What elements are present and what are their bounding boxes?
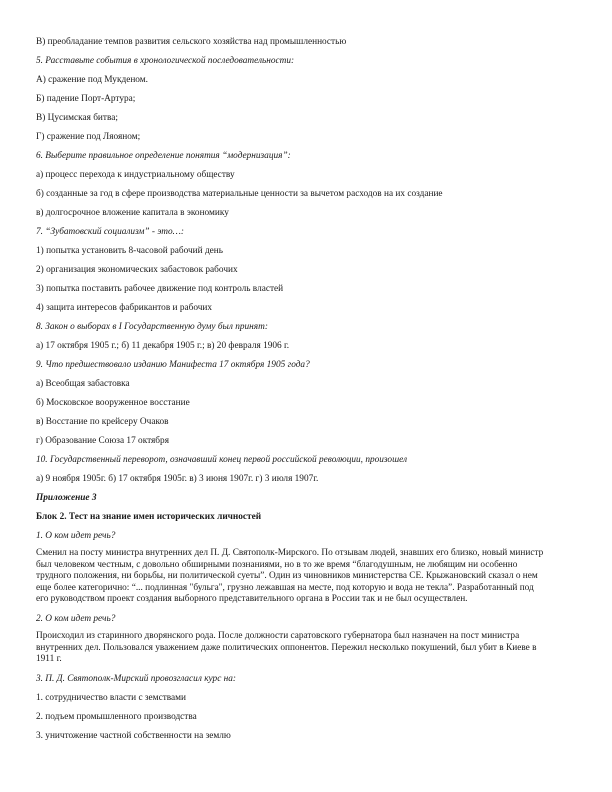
block2-question-1: 1. О ком идет речь? xyxy=(36,531,116,541)
answer-option: 2) организация экономических забастовок рабочих xyxy=(36,265,238,275)
answer-option: А) сражение под Мукденом. xyxy=(36,75,148,85)
description-paragraph-2 xyxy=(36,631,584,666)
block-heading: Блок 2. Тест на знание имен исторических личностей xyxy=(36,512,262,522)
paragraph-line: Происходил из старинного дворянского рода. После должности саратовского губернатора был назначен на пост министра xyxy=(36,631,520,641)
answer-option: а) 9 ноября 1905г. б) 17 октября 1905г. в) 3 июня 1907г. г) 3 июля 1907г. xyxy=(36,474,319,484)
answer-option: в) Восстание по крейсеру Очаков xyxy=(36,417,169,427)
paragraph-line: внутренних дел. Пользовался уважением даже политических оппонентов. Пережил несколько покушений, был убит в Киеве в xyxy=(36,642,537,653)
answer-option: б) Московское вооруженное восстание xyxy=(36,398,190,408)
answer-option: 1) попытка установить 8-часовой рабочий день xyxy=(36,246,224,256)
answer-option: а) процесс перехода к индустриальному обществу xyxy=(36,170,235,180)
answer-option: а) Всеобщая забастовка xyxy=(36,379,130,389)
question-9: 9. Что предшествовало изданию Манифеста 17 октября 1905 года? xyxy=(36,360,310,370)
answer-option: Б) падение Порт-Артура; xyxy=(36,94,136,104)
answer-option: 3. уничтожение частной собственности на землю xyxy=(36,731,231,741)
answer-option: В) Цусимская битва; xyxy=(36,113,118,123)
question-7: 7. “Зубатовский социализм” - это…: xyxy=(36,227,185,237)
paragraph-line: трудного положения, ни борьбы, ни политической суеты”. Один из чиновников министерства СЕ. Крыжановский сказал о нем xyxy=(36,571,538,581)
question-6: 6. Выберите правильное определение понятия “модернизация”: xyxy=(36,151,291,161)
answer-option: а) 17 октября 1905 г.; б) 11 декабря 1905 г.; в) 20 февраля 1906 г. xyxy=(36,341,290,351)
paragraph-line: был человеком честным, с довольно обширными познаниями, но в то же время “благодушным, не любящим ни особенно xyxy=(36,559,518,570)
answer-option: Г) сражение под Ляояном; xyxy=(36,132,141,142)
block2-question-3: 3. П. Д. Святополк-Мирский провозгласил курс на: xyxy=(36,674,237,684)
answer-option: б) созданные за год в сфере производства материальные ценности за вычетом расходов на их создание xyxy=(36,189,443,199)
block2-question-2: 2. О ком идет речь? xyxy=(36,614,116,624)
paragraph-line: его руководством проект создания выборного представительного органа в России так и не был осуществлен. xyxy=(36,594,468,604)
appendix-heading: Приложение 3 xyxy=(36,493,97,503)
answer-option: в) долгосрочное вложение капитала в экономику xyxy=(36,208,229,218)
paragraph-line: Сменил на посту министра внутренних дел П. Д. Святополк-Мирского. По отзывам людей, знавших его близко, новый министр xyxy=(36,548,544,558)
answer-option: 1. сотрудничество власти с земствами xyxy=(36,693,187,703)
paragraph-line: еще более категорично: “... подлинная "бульга", грузно лежавшая на месте, под которую и вода не текла”. Разработанный под xyxy=(36,582,534,593)
question-5: 5. Расставьте события в хронологической последовательности: xyxy=(36,56,295,66)
question-10: 10. Государственный переворот, означавший конец первой российской революции, произошел xyxy=(36,455,408,465)
description-paragraph-1 xyxy=(36,548,584,606)
paragraph-line: 1911 г. xyxy=(36,654,62,664)
answer-option: 4) защита интересов фабрикантов и рабочих xyxy=(36,303,213,313)
question-8: 8. Закон о выборах в I Государственную думу был принят: xyxy=(36,322,268,332)
answer-option: В) преобладание темпов развития сельского хозяйства над промышленностью xyxy=(36,37,347,47)
answer-option: 3) попытка поставить рабочее движение под контроль властей xyxy=(36,284,284,294)
answer-option: г) Образование Союза 17 октября xyxy=(36,436,169,446)
answer-option: 2. подъем промышленного производства xyxy=(36,712,197,722)
